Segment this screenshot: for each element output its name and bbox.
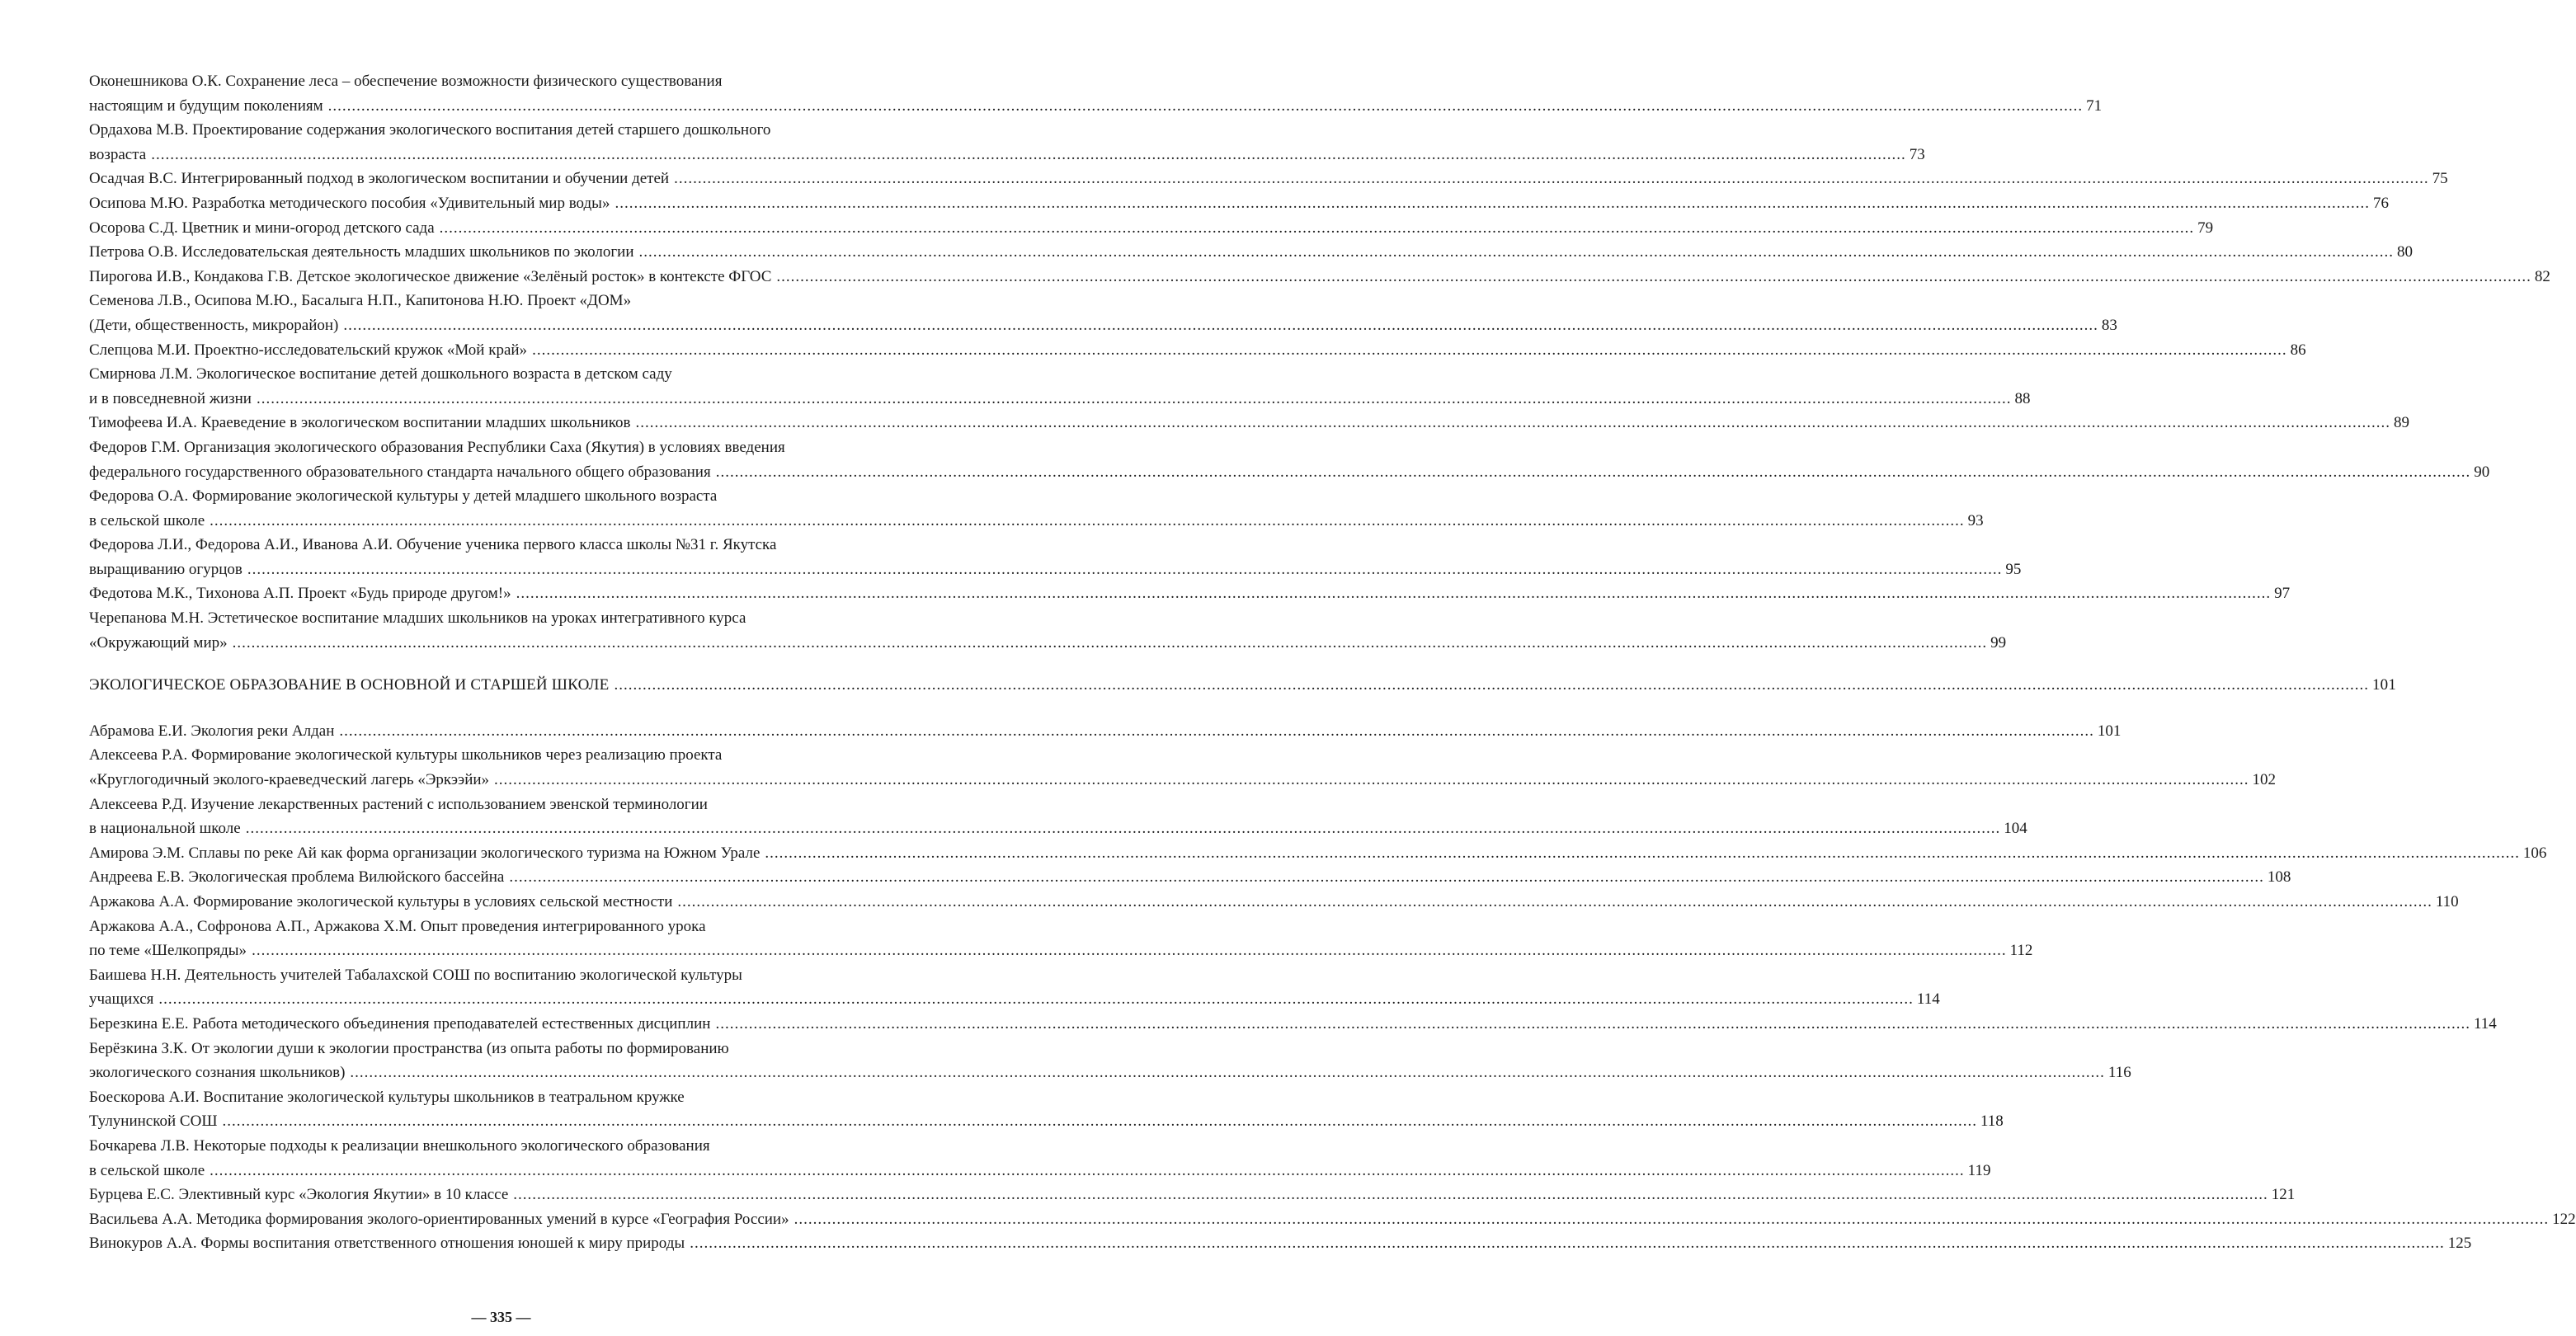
toc-page-number: 106 — [2522, 844, 2547, 862]
toc-entry-last-line — [89, 816, 2027, 841]
toc-entry — [89, 1012, 2497, 1037]
toc-page-number: 89 — [2394, 414, 2410, 432]
toc-entry — [89, 581, 2291, 606]
dot-leader — [513, 1183, 2268, 1207]
toc-entry — [89, 435, 2490, 484]
toc-entry-text: Аржакова А.А., Софронова А.П., Аржакова Х.М. Опыт проведения интегрированного урока — [89, 917, 706, 935]
toc-entry-text: по теме «Шелкопряды» — [89, 942, 247, 960]
dot-leader — [246, 816, 2001, 841]
toc-entry-text: Оконешникова О.К. Сохранение леса – обеспечение возможности физического существования — [89, 73, 723, 90]
dot-leader — [716, 460, 2471, 485]
toc-entry-text: Петрова О.В. Исследовательская деятельность младших школьников по экологии — [89, 243, 634, 261]
dot-leader — [210, 1159, 1965, 1183]
dot-leader — [532, 338, 2287, 363]
toc-entry-text: экологического сознания школьников) — [89, 1064, 346, 1082]
toc-page-number: 97 — [2274, 585, 2291, 603]
toc-section-heading — [89, 673, 2397, 698]
toc-entry-last-line — [89, 240, 2413, 265]
toc-entry-text: федерального государственного образовательного стандарта начального общего образования — [89, 463, 711, 481]
toc-entry-text: в сельской школе — [89, 511, 205, 529]
toc-entry-last-line — [89, 1207, 2576, 1232]
toc-page-number: 122 — [2552, 1210, 2576, 1228]
dot-leader — [516, 581, 2272, 606]
toc-page-number: 121 — [2271, 1186, 2296, 1204]
toc-entry-text: Семенова Л.В., Осипова М.Ю., Басалыга Н.П., Капитонова Н.Ю. Проект «ДОМ» — [89, 292, 632, 310]
dot-leader — [690, 1231, 2445, 1256]
toc-entry-text: Федорова Л.И., Федорова А.И., Иванова А.И. Обучение ученика первого класса школы №31 г. Якутска — [89, 536, 777, 554]
toc-entry-text: Осипова М.Ю. Разработка методического пособия «Удивительный мир воды» — [89, 194, 610, 212]
toc-page-number: 104 — [2004, 820, 2027, 838]
toc-page-number: 114 — [2473, 1014, 2497, 1033]
toc-page-number: 116 — [2107, 1064, 2131, 1082]
toc-entry-last-line — [89, 890, 2459, 915]
toc-page-number: 75 — [2432, 170, 2448, 188]
toc-entry-last-line — [89, 387, 2031, 412]
toc-page-number: 71 — [2086, 96, 2103, 115]
toc-entry-text: Баишева Н.Н. Деятельность учителей Табалахской СОШ по воспитанию экологической культуры — [89, 966, 742, 984]
toc-entry-last-line — [89, 581, 2291, 606]
dot-leader — [794, 1207, 2550, 1232]
toc-entry-last-line — [89, 865, 2291, 890]
dot-leader — [614, 673, 2369, 698]
toc-entry-text: учащихся — [89, 990, 154, 1009]
toc-entry — [89, 216, 2214, 241]
toc-entry-text: Черепанова М.Н. Эстетическое воспитание младших школьников на уроках интегративного курса — [89, 609, 746, 628]
toc-entry-text: Бочкарева Л.В. Некоторые подходы к реализации внешкольного экологического образования — [89, 1136, 710, 1155]
toc-entry-last-line — [89, 94, 2103, 119]
dot-leader — [765, 841, 2520, 866]
toc-entry-text: Федоров Г.М. Организация экологического образования Республики Саха (Якутия) в условиях введения — [89, 438, 785, 456]
toc-entry — [89, 484, 1984, 533]
toc-entry-last-line — [89, 631, 2007, 656]
dot-leader — [350, 1061, 2105, 1085]
toc-entry-text: возраста — [89, 145, 147, 163]
toc-entry-text: настоящим и будущим поколениям — [89, 96, 323, 115]
dot-leader — [343, 313, 2098, 338]
toc-entry-last-line — [89, 191, 2389, 216]
toc-entry-text: Ордахова М.В. Проектирование содержания экологического воспитания детей старшего дошкольного — [89, 121, 771, 139]
toc-entry-text: Федотова М.К., Тихонова А.П. Проект «Будь природе другом!» — [89, 585, 511, 603]
toc-page-number: 93 — [1967, 511, 1984, 529]
toc-entry — [89, 890, 2459, 915]
dot-leader — [247, 557, 2003, 582]
toc-entry-last-line — [89, 1109, 2004, 1134]
toc-page-number: 80 — [2396, 243, 2413, 261]
dot-leader — [158, 987, 1914, 1012]
toc-entry — [89, 191, 2389, 216]
toc-page-number: 86 — [2290, 341, 2306, 359]
toc-entry — [89, 743, 2277, 792]
dot-leader — [638, 240, 2394, 265]
toc-entry-last-line — [89, 509, 1984, 534]
toc-page-number: 82 — [2534, 267, 2550, 285]
dot-leader — [233, 631, 1988, 656]
dot-leader — [636, 411, 2391, 435]
toc-entry — [89, 865, 2291, 890]
toc-page-number: 76 — [2372, 194, 2389, 212]
toc-entry-last-line — [89, 313, 2117, 338]
toc-entry — [89, 1134, 1991, 1183]
dot-leader — [509, 865, 2264, 890]
toc-page-number: 90 — [2474, 463, 2490, 481]
toc-entry-text: Слепцова М.И. Проектно-исследовательский кружок «Мой край» — [89, 341, 528, 359]
toc-entry — [89, 793, 2027, 841]
toc-page-number: 108 — [2267, 868, 2291, 887]
dot-leader — [715, 1012, 2470, 1037]
toc-entry-text: в сельской школе — [89, 1161, 205, 1179]
toc-entry-text: и в повседневной жизни — [89, 389, 252, 407]
toc-group-secondary-school — [89, 719, 2576, 1256]
toc-page-number: 83 — [2101, 316, 2117, 334]
section-page-number: 101 — [2371, 676, 2397, 694]
toc-entry — [89, 118, 1925, 167]
dot-leader — [494, 768, 2249, 793]
toc-entry-text: Федорова О.А. Формирование экологической культуры у детей младшего школьного возраста — [89, 487, 718, 506]
toc-entry-text: Берёзкина З.К. От экологии души к экологии пространства (из опыта работы по формированию — [89, 1039, 729, 1057]
toc-entry — [89, 289, 2117, 337]
toc-entry-text: «Окружающий мир» — [89, 633, 228, 652]
toc-entry-last-line — [89, 143, 1925, 167]
dot-leader — [210, 509, 1965, 534]
toc-entry-text: Алексеева Р.Д. Изучение лекарственных растений с использованием эвенской терминологии — [89, 795, 708, 813]
toc-entry — [89, 1183, 2296, 1207]
dot-leader — [615, 191, 2370, 216]
toc-entry — [89, 240, 2413, 265]
toc-entry-last-line — [89, 460, 2490, 485]
toc-entry — [89, 1207, 2576, 1232]
toc-entry-text: Смирнова Л.М. Экологическое воспитание детей дошкольного возраста в детском саду — [89, 365, 672, 383]
toc-page-number: 101 — [2097, 722, 2122, 740]
toc-entry — [89, 963, 1940, 1012]
toc-entry — [89, 362, 2031, 411]
toc-entry — [89, 1231, 2472, 1256]
toc-entry-text: в национальной школе — [89, 820, 241, 838]
toc-entry — [89, 915, 2033, 963]
toc-entry — [89, 1037, 2131, 1085]
toc-page-number: 88 — [2014, 389, 2031, 407]
toc-entry-text: Андреева Е.В. Экологическая проблема Вилюйского бассейна — [89, 868, 505, 887]
dot-leader — [776, 265, 2531, 289]
toc-entry-last-line — [89, 1061, 2131, 1085]
dot-leader — [674, 167, 2429, 191]
toc-page-number: 73 — [1909, 145, 1925, 163]
toc-entry-text: Аржакова А.А. Формирование экологической культуры в условиях сельской местности — [89, 893, 673, 910]
toc-page-number: 95 — [2005, 560, 2022, 578]
toc-entry — [89, 719, 2122, 744]
toc-entry-text: Пирогова И.В., Кондакова Г.В. Детское экологическое движение «Зелёный росток» в контексте ФГОС — [89, 267, 772, 285]
dot-leader — [339, 719, 2094, 744]
toc-entry-last-line — [89, 1159, 1991, 1183]
toc-entry — [89, 606, 2007, 655]
toc-entry-last-line — [89, 1231, 2472, 1256]
dot-leader — [257, 387, 2012, 412]
toc-entry-text: Абрамова Е.И. Экология реки Алдан — [89, 722, 335, 740]
toc-entry-text: Осорова С.Д. Цветник и мини-огород детского сада — [89, 219, 435, 237]
toc-entry-last-line — [89, 768, 2277, 793]
toc-page-number: 79 — [2197, 219, 2214, 237]
toc-page-number: 114 — [1916, 990, 1940, 1009]
dot-leader — [440, 216, 2195, 241]
toc-entry-text: «Круглогодичный эколого-краеведческий лагерь «Эркээйи» — [89, 771, 490, 789]
toc-entry-last-line — [89, 411, 2410, 435]
page-number-footer: — 335 — — [471, 1309, 531, 1325]
toc-entry-text: (Дети, общественность, микрорайон) — [89, 316, 339, 334]
toc-entry — [89, 265, 2550, 289]
toc-page-number: 99 — [1990, 633, 2007, 652]
toc-entry — [89, 411, 2410, 435]
toc-entry-text: Боескорова А.И. Воспитание экологической культуры школьников в театральном кружке — [89, 1088, 685, 1106]
toc-page-number: 102 — [2252, 771, 2277, 789]
toc-entry-text: Амирова Э.М. Сплавы по реке Ай как форма организации экологического туризма на Южном Урале — [89, 844, 761, 862]
toc-page-number: 119 — [1967, 1161, 1991, 1179]
toc-entry-last-line — [89, 1183, 2296, 1207]
dot-leader — [328, 94, 2084, 119]
toc-entry-text: Тимофеева И.А. Краеведение в экологическом воспитании младших школьников — [89, 414, 631, 432]
toc-entry — [89, 69, 2103, 118]
toc-entry-last-line — [89, 1012, 2497, 1037]
toc-entry-text: Алексеева Р.А. Формирование экологической культуры школьников через реализацию проекта — [89, 746, 723, 764]
dot-leader — [223, 1109, 1978, 1134]
toc-entry — [89, 1085, 2004, 1134]
dot-leader — [677, 890, 2432, 915]
toc-entry-last-line — [89, 719, 2122, 744]
toc-page-number: 118 — [1980, 1113, 2004, 1131]
toc-page-number: 125 — [2447, 1235, 2472, 1253]
table-of-contents — [89, 69, 2576, 1256]
toc-entry-text: Васильева А.А. Методика формирования эколого-ориентированных умений в курсе «География России» — [89, 1210, 789, 1228]
toc-entry-text: Осадчая В.С. Интегрированный подход в экологическом воспитании и обучении детей — [89, 170, 670, 188]
toc-entry-text: выращиванию огурцов — [89, 560, 243, 578]
toc-group-preschool-primary — [89, 69, 2550, 655]
toc-entry — [89, 841, 2547, 866]
toc-entry-text: Тулунинской СОШ — [89, 1113, 218, 1131]
toc-page-number: 112 — [2009, 942, 2033, 960]
section-title: ЭКОЛОГИЧЕСКОЕ ОБРАЗОВАНИЕ В ОСНОВНОЙ И СТАРШЕЙ ШКОЛЕ — [89, 676, 610, 694]
toc-entry-last-line — [89, 338, 2306, 363]
toc-entry-last-line — [89, 216, 2214, 241]
toc-entry-last-line — [89, 841, 2547, 866]
toc-entry-last-line — [89, 265, 2550, 289]
toc-entry — [89, 167, 2448, 191]
toc-entry-last-line — [89, 938, 2033, 963]
toc-entry-last-line — [89, 557, 2022, 582]
dot-leader — [151, 143, 1906, 167]
toc-entry-text: Бурцева Е.С. Элективный курс «Экология Якутии» в 10 классе — [89, 1186, 509, 1204]
toc-entry — [89, 338, 2306, 363]
toc-entry-text: Винокуров А.А. Формы воспитания ответственного отношения юношей к миру природы — [89, 1235, 685, 1253]
toc-page-number: 110 — [2435, 893, 2459, 910]
dot-leader — [252, 938, 2007, 963]
toc-entry-last-line — [89, 987, 1940, 1012]
toc-entry-last-line — [89, 167, 2448, 191]
toc-entry — [89, 533, 2022, 581]
toc-entry-text: Березкина Е.Е. Работа методического объединения преподавателей естественных дисциплин — [89, 1014, 711, 1033]
